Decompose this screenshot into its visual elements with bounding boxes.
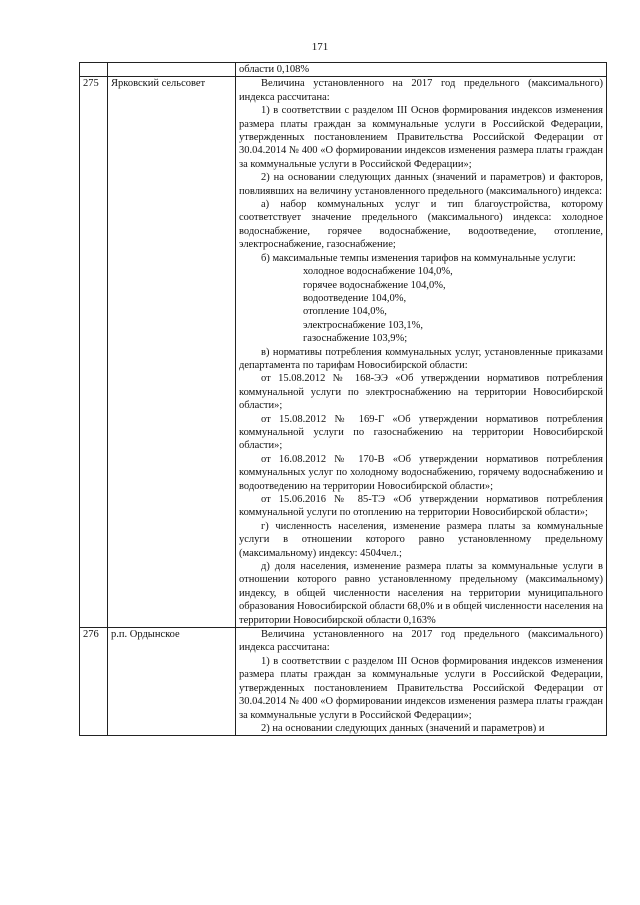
- tariff-item: газоснабжение 103,9%;: [303, 333, 408, 345]
- table-row-276: [80, 628, 607, 736]
- paragraph: д) доля населения, изменение размера платы за коммунальные услуги в отношении которого равно установленному предельному (максимальному) индексу, в общей численности населения на территории муниципального образования Новосибирской области 68,0% и в общей численности населения на территории Новосибирской области 0,163%: [239, 561, 603, 626]
- paragraph: от 15.08.2012 № 169-Г «Об утверждении нормативов потребления коммунальной услуги по газоснабжению на территории Новосибирской области»;: [239, 413, 603, 452]
- paragraph: в) нормативы потребления коммунальных услуг, установленные приказами департамента по тарифам Новосибирской области:: [239, 346, 603, 371]
- paragraph: 1) в соответствии с разделом III Основ формирования индексов изменения размера платы граждан за коммунальные услуги в Российской Федерации, утвержденных постановлением Правительства Российской Федерации от 30.04.2014 № 400 «О формировании индексов изменения размера платы граждан за коммунальные услуги в Российской Федерации»;: [239, 105, 603, 170]
- tariff-item: горячее водоснабжение 104,0%,: [303, 279, 446, 291]
- continuation-text: области 0,108%: [239, 64, 310, 75]
- entry-number: 276: [80, 628, 108, 736]
- tariff-item: электроснабжение 103,1%,: [303, 319, 423, 331]
- municipality-name: Ярковский сельсовет: [108, 77, 236, 628]
- paragraph: 2) на основании следующих данных (значений и параметров) и: [261, 722, 545, 734]
- paragraph: а) набор коммунальных услуг и тип благоустройства, которому соответствует значение предельного (максимального) индекса: холодное водоснабжение, горячее водоснабжение, водоотведение, отопление, электроснабжение, газоснабжение;: [239, 199, 603, 251]
- cell-text-continuation: [236, 63, 607, 77]
- paragraph: 1) в соответствии с разделом III Основ формирования индексов изменения размера платы граждан за коммунальные услуги в Российской Федерации, утвержденных постановлением Правительства Российской Федерации от 30.04.2014 № 400 «О формировании индексов изменения размера платы граждан за коммунальные услуги в Российской Федерации»;: [239, 655, 603, 721]
- page-number: 171: [311, 41, 329, 53]
- entry-text: [236, 77, 607, 628]
- index-table: [79, 62, 607, 736]
- paragraph: Величина установленного на 2017 год предельного (максимального) индекса рассчитана:: [239, 78, 603, 103]
- municipality-name: р.п. Ордынское: [108, 628, 236, 736]
- paragraph: 2) на основании следующих данных (значений и параметров) и факторов, повлиявших на величину установленного предельного (максимального) индекса:: [239, 172, 603, 197]
- paragraph: от 15.06.2016 № 85-ТЭ «Об утверждении нормативов потребления коммунальной услуги по отоплению на территории Новосибирской области»;: [239, 494, 603, 519]
- tariff-item: холодное водоснабжение 104,0%,: [303, 266, 453, 278]
- paragraph: Величина установленного на 2017 год предельного (максимального) индекса рассчитана:: [239, 629, 603, 654]
- paragraph: б) максимальные темпы изменения тарифов на коммунальные услуги:: [261, 252, 576, 264]
- tariff-item: отопление 104,0%,: [303, 306, 387, 318]
- table-row-275: [80, 77, 607, 628]
- entry-text: [236, 628, 607, 736]
- paragraph: от 15.08.2012 № 168-ЭЭ «Об утверждении нормативов потребления коммунальной услуги по электроснабжению на территории Новосибирской области»;: [239, 373, 603, 412]
- paragraph: от 16.08.2012 № 170-В «Об утверждении нормативов потребления коммунальных услуг по холодному водоснабжению, горячему водоснабжению и водоотведению на территории Новосибирской области»;: [239, 453, 603, 492]
- paragraph: г) численность населения, изменение размера платы за коммунальные услуги в отношении которого равно установленному предельному (максимальному) индексу: 4504чел.;: [239, 520, 603, 559]
- table-row-continuation: [80, 63, 607, 77]
- cell-num-empty: [80, 63, 108, 77]
- tariff-item: водоотведение 104,0%,: [303, 292, 407, 304]
- entry-number: 275: [80, 77, 108, 628]
- cell-name-empty: [108, 63, 236, 77]
